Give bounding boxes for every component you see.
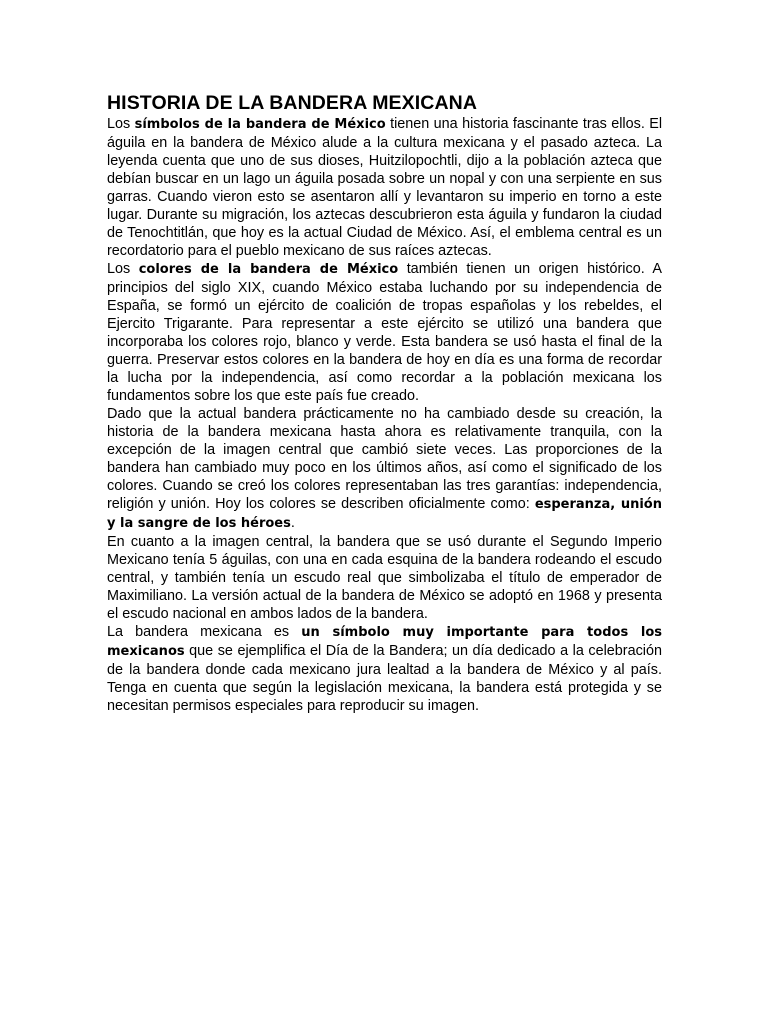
- paragraph: [107, 533, 662, 623]
- document-page: [107, 92, 662, 715]
- document-body: [107, 115, 662, 715]
- text-run: Los: [107, 261, 139, 277]
- paragraph: [107, 405, 662, 533]
- bold-phrase: un símbolo muy importante para todos los mexicanos: [107, 625, 662, 659]
- text-run: La bandera mexicana es: [107, 624, 302, 640]
- text-run: .: [290, 515, 295, 531]
- text-run: tienen una historia fascinante tras ellos. El águila en la bandera de México alude a la cultura mexicana y el pasado azteca. La leyenda cuenta que uno de sus dioses, Huitzilopochtli, dijo a la población azteca que debían buscar en un lago un águila posada sobre un nopal y con una serpiente en sus garras. Cuando vieron esto se asentaron allí y levantaron su imperio en torno a este lugar. Durante su migración, los aztecas descubrieron esta águila y fundaron la ciudad de Tenochtitlán, que hoy es la actual Ciudad de México. Así, el emblema central es un recordatorio para el pueblo mexicano de sus raíces aztecas.: [107, 116, 663, 259]
- paragraph: [107, 115, 662, 260]
- document-title: HISTORIA DE LA BANDERA MEXICANA: [107, 92, 478, 114]
- bold-phrase: esperanza, unión y la sangre de los héroes: [107, 497, 662, 531]
- bold-phrase: símbolos de la bandera de México: [134, 117, 386, 132]
- paragraph: [107, 260, 662, 405]
- text-run: Dado que la actual bandera prácticamente no ha cambiado desde su creación, la historia de la bandera mexicana hasta ahora es relativamente tranquila, con la excepción de la imagen central que cambió siete veces. Las proporciones de la bandera han cambiado muy poco en los últimos años, así como el significado de los colores. Cuando se creó los colores representaban las tres garantías: independencia, religión y unión. Hoy los colores se describen oficialmente como:: [107, 406, 662, 512]
- paragraph: [107, 623, 662, 715]
- text-run: Los: [107, 116, 135, 132]
- text-run: En cuanto a la imagen central, la bandera que se usó durante el Segundo Imperio Mexicano tenía 5 águilas, con una en cada esquina de la bandera rodeando el escudo central, y también tenía un escudo real que simbolizaba el título de emperador de Maximiliano. La versión actual de la bandera de México se adoptó en 1968 y presenta el escudo nacional en ambos lados de la bandera.: [107, 534, 662, 622]
- text-run: que se ejemplifica el Día de la Bandera; un día dedicado a la celebración de la bandera donde cada mexicano jura lealtad a la bandera de México y al país. Tenga en cuenta que según la legislación mexicana, la bandera está protegida y se necesitan permisos especiales para reproducir su imagen.: [107, 643, 662, 714]
- bold-phrase: colores de la bandera de México: [138, 262, 399, 277]
- text-run: también tienen un origen histórico. A principios del siglo XIX, cuando México estaba luchando por su independencia de España, se formó un ejército de coalición de tropas españolas y los rebeldes, el Ejercito Trigarante. Para representar a este ejército se utilizó una bandera que incorporaba los colores rojo, blanco y verde. Esta bandera se usó hasta el final de la guerra. Preservar estos colores en la bandera de hoy en día es una forma de recordar la lucha por la independencia, así como recordar a la población mexicana los fundamentos sobre los que este país fue creado.: [107, 261, 662, 404]
